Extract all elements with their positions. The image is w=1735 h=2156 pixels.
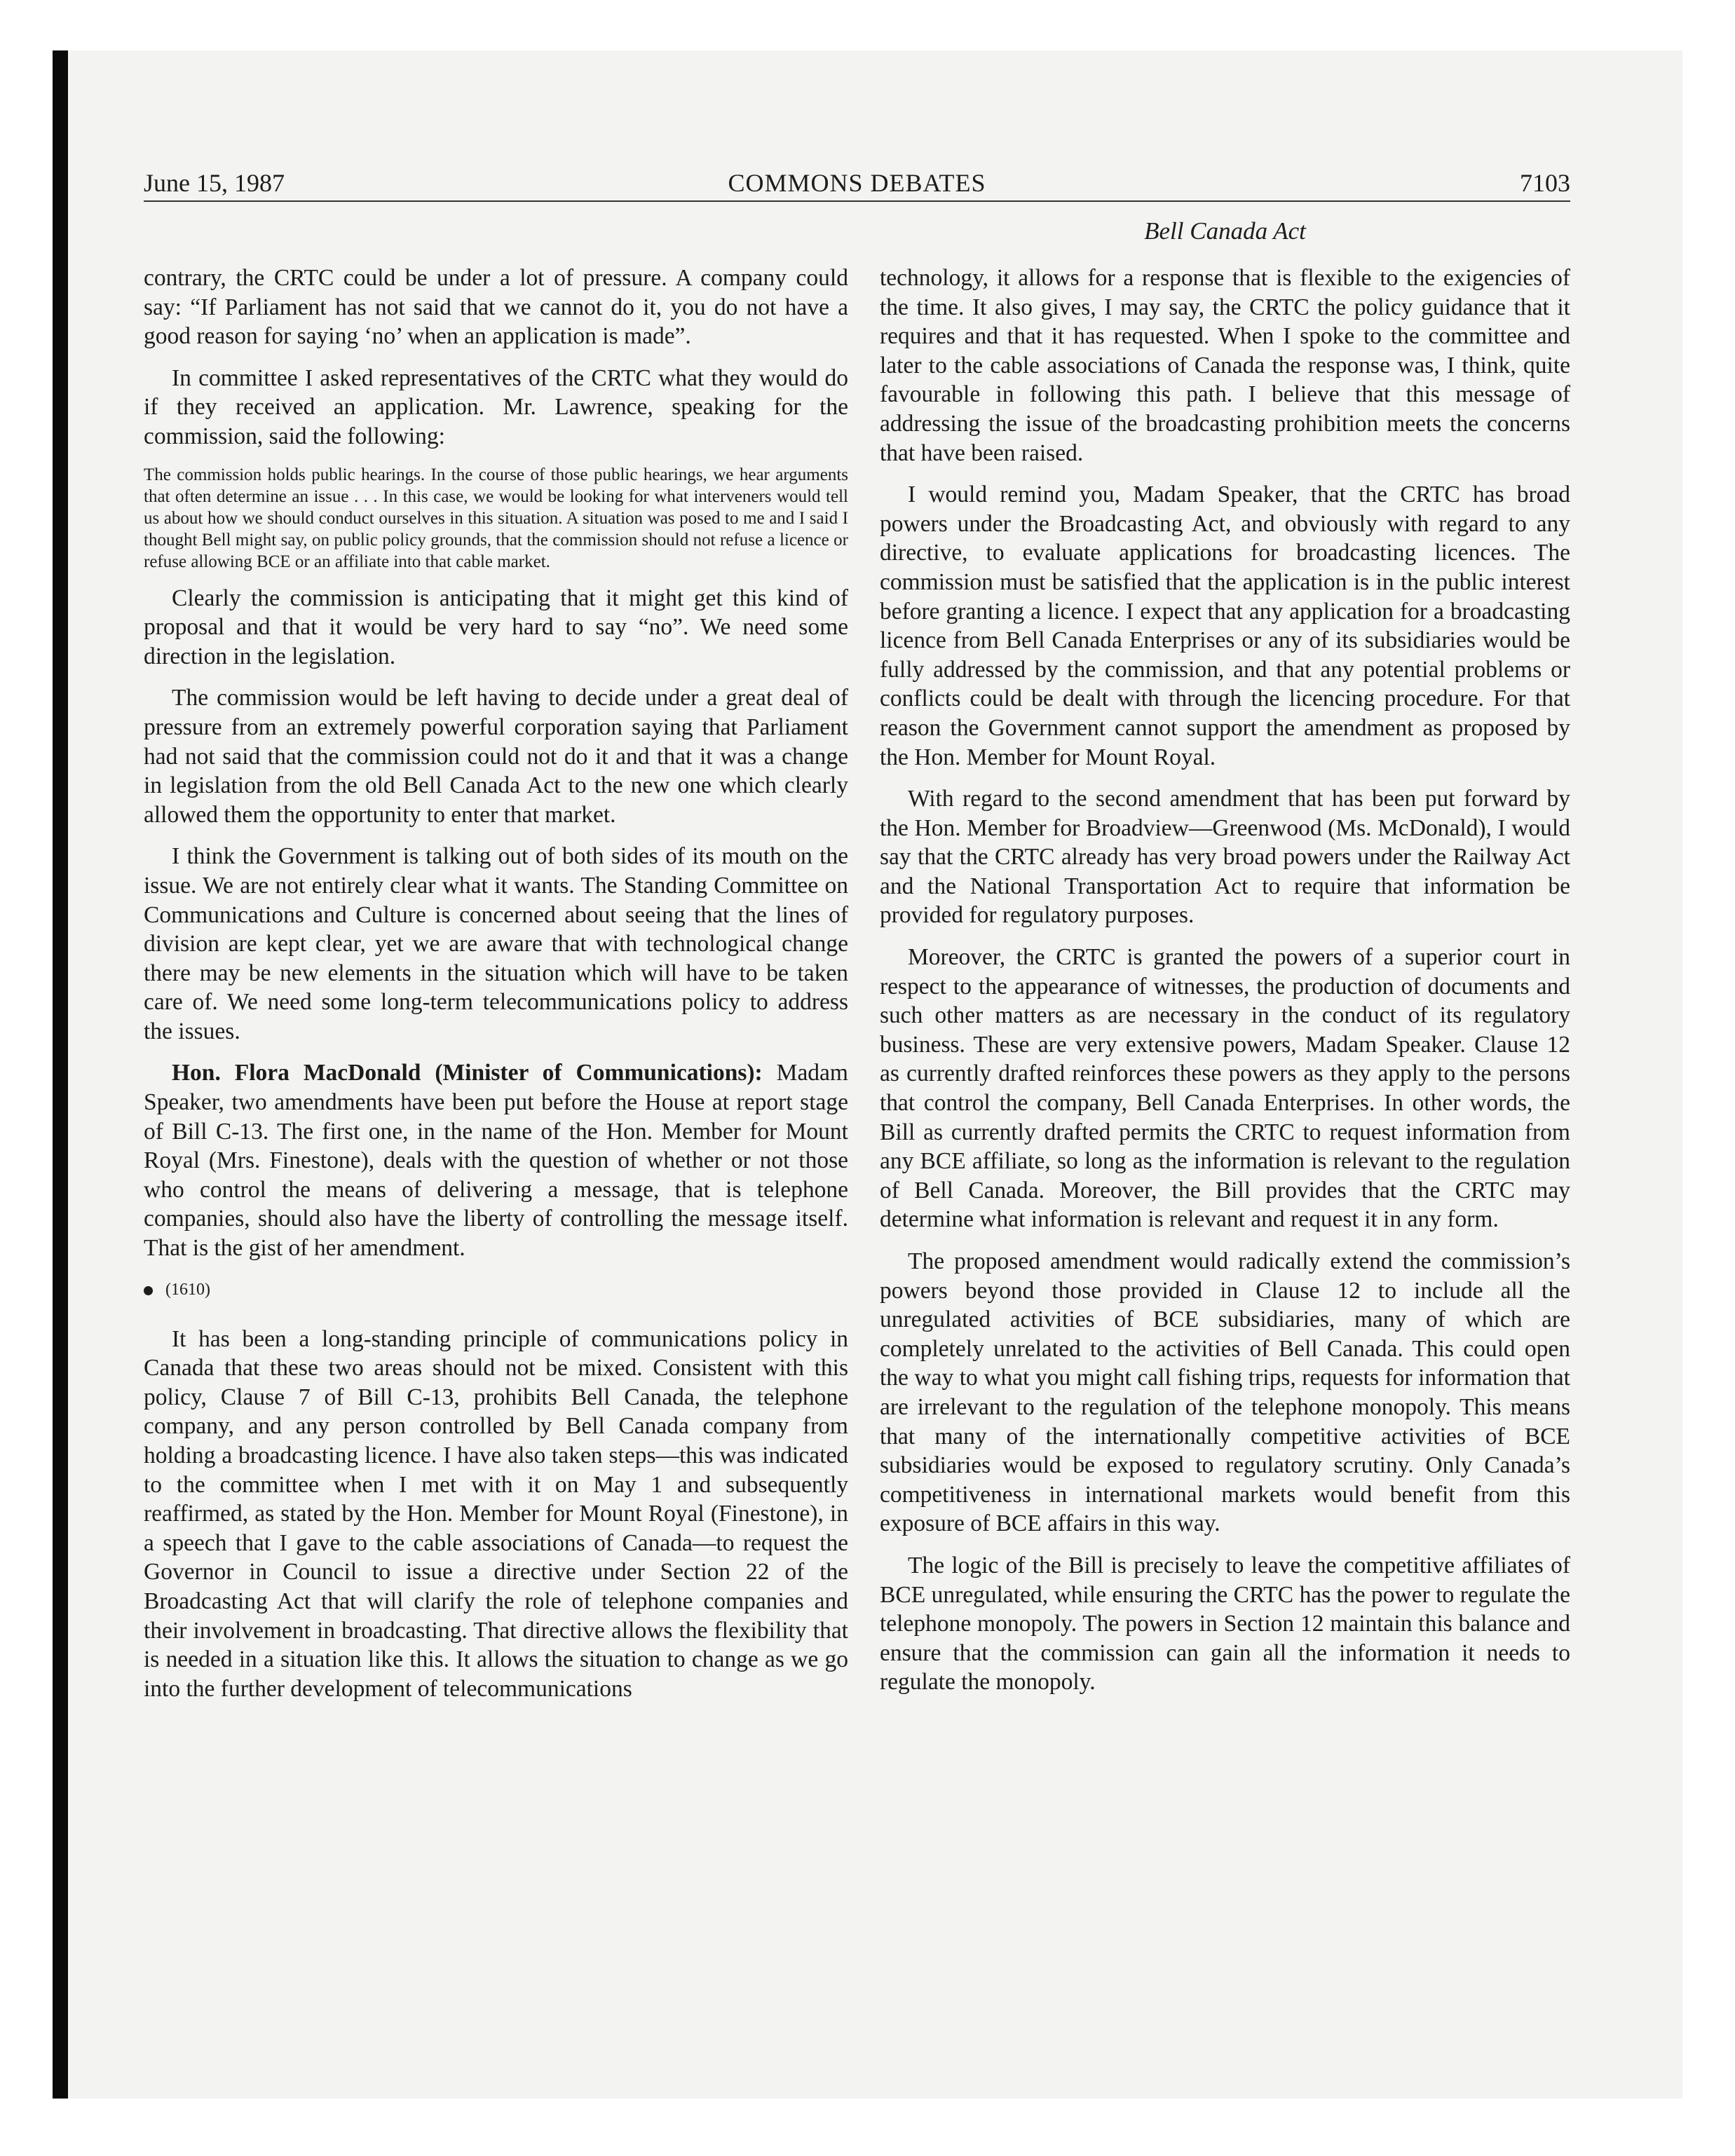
paragraph: Moreover, the CRTC is granted the powers of a superior court in respect to the appearance of witnesses, the production of documents and such other matters as are necessary in the conduct of its regulatory business. These are very extensive powers, Madam Speaker. Clause 12 as currently drafted reinforces these powers as they apply to the persons that control the company, Bell Canada Enterprises. In other words, the Bill as currently drafted permits the CRTC to request information from any BCE affiliate, so long as the information is relevant to the regulation of Bell Canada. Moreover, the Bill provides that the CRTC may determine what information is relevant and request it in any form.	[880, 944, 1570, 1233]
time-marker	[144, 1276, 848, 1304]
paragraph: Clearly the commission is anticipating that it might get this kind of proposal and that it would be very hard to say “no”. We need some direction in the legislation.	[144, 585, 848, 669]
paragraph: The logic of the Bill is precisely to leave the competitive affiliates of BCE unregulated, while ensuring the CRTC has the power to regulate the telephone monopoly. The powers in Section 12 maintain this balance and ensure that the commission can gain all the information it needs to regulate the monopoly.	[880, 1552, 1570, 1696]
paragraph: It has been a long-standing principle of communications policy in Canada that these two areas should not be mixed. Consistent with this policy, Clause 7 of Bill C-13, prohibits Bell Canada, the telephone company, and any person controlled by Bell Canada company from holding a broadcasting licence. I have also taken steps—this was indicated to the committee when I met with it on May 1 and subsequently reaffirmed, as stated by the Hon. Member for Mount Royal (Finestone), in a speech that I gave to the cable associations of Canada—to request the Governor in Council to issue a directive under Section 22 of the Broadcasting Act that will clarify the role of telephone companies and their involvement in broadcasting. That directive allows the flexibility that is needed in a situation like this. It allows the situation to change as we go into the further development of telecommunications	[144, 1325, 848, 1702]
header-title: COMMONS DEBATES	[728, 169, 986, 197]
paragraph: The proposed amendment would radically extend the commission’s powers beyond those provided in Clause 12 to include all the unregulated activities of BCE subsidiaries, many of which are completely unrelated to the activities of Bell Canada. This could open the way to what you might call fishing trips, requests for information that are irrelevant to the regulation of the telephone monopoly. This means that many of the internationally competitive activities of BCE subsidiaries would be exposed to regulatory scrutiny. Only Canada’s competitiveness in international markets would benefit from this exposure of BCE affairs in this way.	[880, 1248, 1570, 1537]
paragraph: technology, it allows for a response that is flexible to the exigencies of the time. It also gives, I may say, the CRTC the policy guidance that it requires and that it has requested. When I spoke to the committee and later to the cable associations of Canada the response was, I think, quite favourable in following this path. I believe that this message of addressing the issue of the broadcasting prohibition meets the concerns that have been raised.	[880, 265, 1570, 466]
scan-edge-bar	[53, 50, 68, 2099]
left-column	[144, 264, 848, 1716]
paragraph: With regard to the second amendment that has been put forward by the Hon. Member for Broadview—Greenwood (Ms. McDonald), I would say that the CRTC already has very broad powers under the Railway Act and the National Transportation Act to require that information be provided for regulatory purposes.	[880, 786, 1570, 929]
speaker-name: Hon. Flora MacDonald (Minister of Communications):	[172, 1060, 763, 1086]
header-rule	[144, 200, 1570, 202]
bullet-icon	[144, 1286, 153, 1295]
page-header	[144, 168, 1570, 202]
right-column	[880, 264, 1570, 1710]
time-marker-text: (1610)	[165, 1280, 210, 1299]
paragraph: I would remind you, Madam Speaker, that the CRTC has broad powers under the Broadcasting Act, and obviously with regard to any directive, to evaluate applications for broadcasting licences. The commission must be satisfied that the application is in the public interest before granting a licence. I expect that any application for a broadcasting licence from Bell Canada Enterprises or any of its subsidiaries would be fully addressed by the commission, and that any potential problems or conflicts could be dealt with through the licencing procedure. For that reason the Government cannot support the amendment as proposed by the Hon. Member for Mount Royal.	[880, 482, 1570, 770]
paragraph: In committee I asked representatives of the CRTC what they would do if they received an application. Mr. Lawrence, speaking for the commission, said the following:	[144, 364, 848, 449]
speech-text: Madam Speaker, two amendments have been put before the House at report stage of Bill C-13. The first one, in the name of the Hon. Member for Mount Royal (Mrs. Finestone), deals with the question of whether or not those who control the means of delivering a message, that is telephone companies, should also have the liberty of controlling the message itself. That is the gist of her amendment.	[144, 1060, 848, 1262]
header-page-number: 7103	[1520, 169, 1570, 197]
paragraph: I think the Government is talking out of both sides of its mouth on the issue. We are not entirely clear what it wants. The Standing Committee on Communications and Culture is concerned about seeing that the lines of division are kept clear, yet we are aware that with technological change there may be new elements in the situation which will have to be taken care of. We need some long-term telecommunications policy to address the issues.	[144, 843, 848, 1044]
running-title: Bell Canada Act	[1144, 217, 1306, 245]
paragraph: The commission would be left having to decide under a great deal of pressure from an extremely powerful corporation saying that Parliament had not said that the commission could not do it and that it was a change in legislation from the old Bell Canada Act to the new one which clearly allowed them the opportunity to enter that market.	[144, 685, 848, 828]
speech-paragraph	[144, 1058, 848, 1262]
header-date: June 15, 1987	[144, 169, 285, 197]
block-quote: The commission holds public hearings. In the course of those public hearings, we hear arguments that often determine an issue . . . In this case, we would be looking for what interveners would tell us about how we should conduct ourselves in this situation. A situation was posed to me and I said I thought Bell might say, on public policy grounds, that the commission should not refuse a licence or refuse allowing BCE or an affiliate into that cable market.	[144, 465, 848, 571]
paragraph: contrary, the CRTC could be under a lot of pressure. A company could say: “If Parliament has not said that we cannot do it, you do not have a good reason for saying ‘no’ when an application is made”.	[144, 265, 848, 350]
